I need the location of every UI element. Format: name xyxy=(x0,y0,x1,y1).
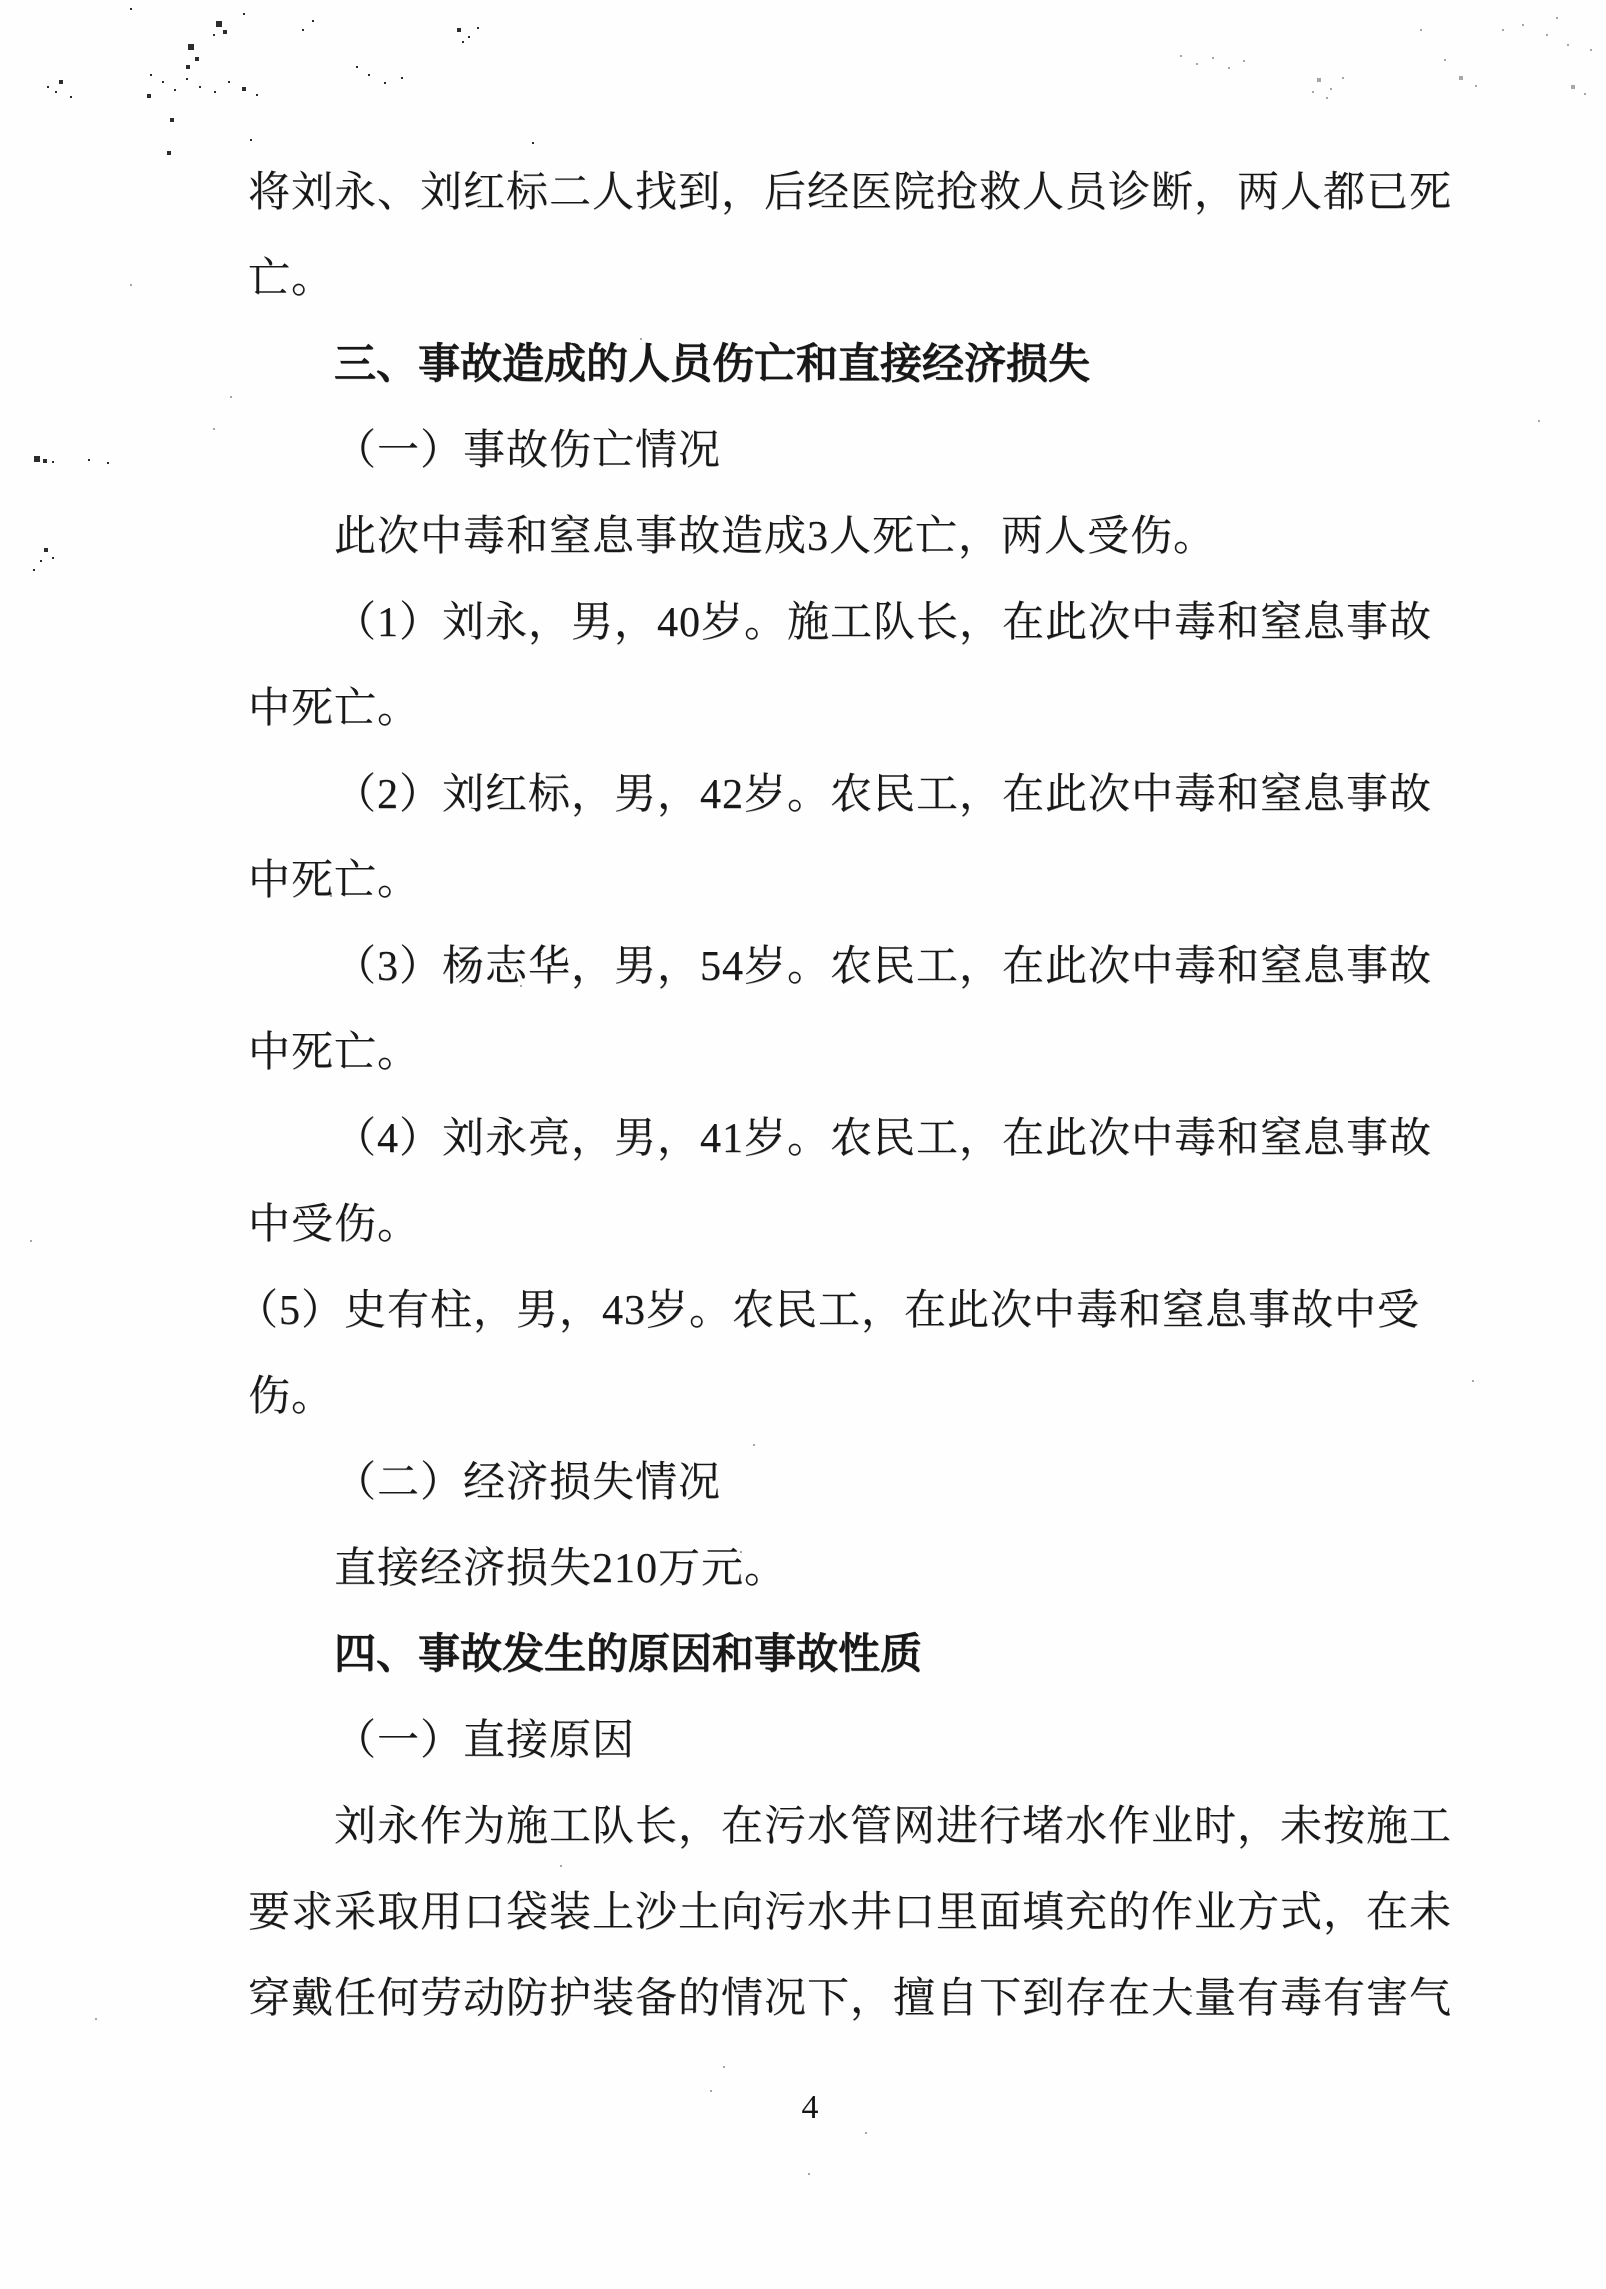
subsection-heading: （一）直接原因 xyxy=(334,1718,636,1764)
document-line: 直接经济损失210万元。 xyxy=(334,1546,788,1592)
document-line: （1）刘永，男，40岁。施工队长，在此次中毒和窒息事故 xyxy=(334,600,1433,646)
document-line: （5）史有柱，男，43岁。农民工，在此次中毒和窒息事故中受 xyxy=(236,1288,1421,1334)
scan-noise-faint xyxy=(0,0,2,2)
document-line: 将刘永、刘红标二人找到，后经医院抢救人员诊断，两人都已死 xyxy=(248,170,1453,216)
document-line: 穿戴任何劳动防护装备的情况下，擅自下到存在大量有毒有害气 xyxy=(248,1976,1453,2022)
document-line: 伤。 xyxy=(248,1374,335,1420)
document-line: （3）杨志华，男，54岁。农民工，在此次中毒和窒息事故 xyxy=(334,944,1433,990)
subsection-heading: （一）事故伤亡情况 xyxy=(334,428,722,474)
subsection-heading: （二）经济损失情况 xyxy=(334,1460,722,1506)
document-body xyxy=(236,150,1453,2042)
document-line: 中受伤。 xyxy=(248,1202,421,1248)
document-line: 此次中毒和窒息事故造成3人死亡，两人受伤。 xyxy=(334,514,1217,560)
section-heading: 三、事故造成的人员伤亡和直接经济损失 xyxy=(334,342,1091,388)
document-line: 要求采取用口袋装上沙土向污水井口里面填充的作业方式，在未 xyxy=(248,1890,1453,1936)
document-line: 中死亡。 xyxy=(248,1030,421,1076)
document-line: 中死亡。 xyxy=(248,858,421,904)
section-heading: 四、事故发生的原因和事故性质 xyxy=(334,1632,923,1678)
document-line: 刘永作为施工队长，在污水管网进行堵水作业时，未按施工 xyxy=(334,1804,1453,1850)
page-number: 4 xyxy=(801,2089,819,2126)
document-line: 中死亡。 xyxy=(248,686,421,732)
document-line: （4）刘永亮，男，41岁。农民工，在此次中毒和窒息事故 xyxy=(334,1116,1433,1162)
document-line: 亡。 xyxy=(248,256,335,302)
document-line: （2）刘红标，男，42岁。农民工，在此次中毒和窒息事故 xyxy=(334,772,1433,818)
